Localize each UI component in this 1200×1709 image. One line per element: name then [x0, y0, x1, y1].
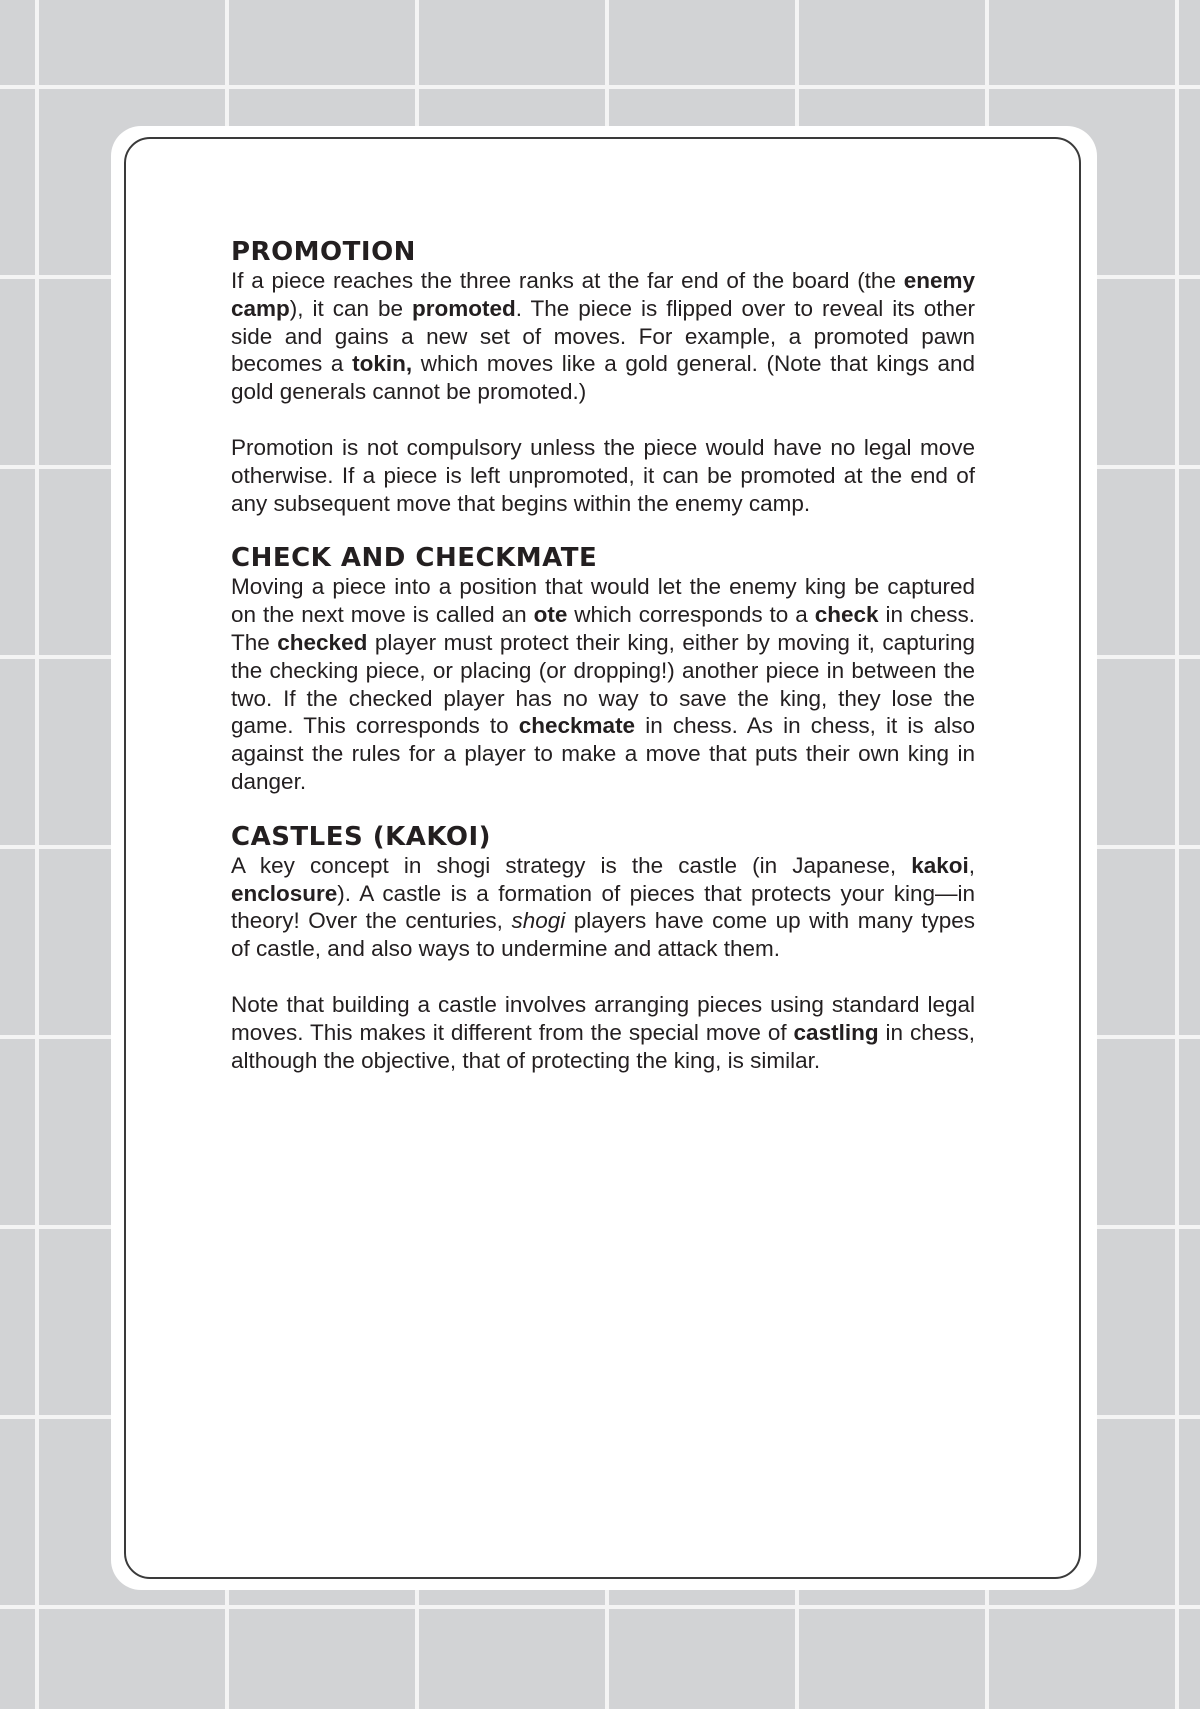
castles-title: CASTLES (KAKOI) — [231, 821, 492, 852]
text-run: Note that building a castle involves arranging pieces using standard legal moves. This makes it different from the special move of — [231, 991, 975, 1045]
text-run: in chess, although the objective, that of protecting the king, is similar. — [231, 1019, 975, 1073]
text-run: , — [968, 852, 975, 878]
check-paragraph-1 — [231, 573, 975, 795]
text-run: which moves like a gold general. (Note that kings and gold generals cannot be promoted.) — [231, 351, 976, 405]
term-enemy-camp: enemy camp — [231, 268, 975, 321]
term-kakoi: kakoi — [911, 852, 969, 878]
text-run: ), it can be — [289, 295, 412, 321]
promotion-title: PROMOTION — [231, 237, 416, 267]
castles-paragraph-1 — [231, 852, 975, 963]
promotion-paragraph-1 — [231, 267, 975, 406]
castles-paragraph-2 — [231, 991, 975, 1074]
text-run: players have come up with many types of castle, and also ways to undermine and attack them. — [231, 908, 976, 962]
text-run: . The piece is flipped over to reveal its other side and gains a new set of moves. For example, a promoted pawn becomes a — [231, 295, 975, 377]
term-castling: castling — [793, 1019, 879, 1045]
text-run: in chess. As in chess, it is also against the rules for a player to make a move that puts their own king in danger. — [231, 713, 975, 794]
promotion-paragraph-2: Promotion is not compulsory unless the piece would have no legal move otherwise. If a piece is left unpromoted, it can be promoted at the end of any subsequent move that begins within the enemy camp. — [231, 434, 975, 516]
term-enclosure: enclosure — [231, 880, 338, 906]
term-tokin: tokin, — [352, 351, 413, 377]
section-castles — [231, 822, 975, 1075]
term-shogi: shogi — [511, 908, 566, 934]
text-run: Moving a piece into a position that would let the enemy king be captured on the next move is called an — [231, 574, 975, 628]
check-title: CHECK AND CHECKMATE — [231, 543, 598, 574]
section-check-and-checkmate — [231, 543, 975, 795]
text-run: which corresponds to a — [567, 602, 815, 628]
term-promoted: promoted — [411, 295, 516, 321]
term-check: check — [814, 602, 879, 628]
text-run: ). A castle is a formation of pieces that protects your king—in theory! Over the centuries, — [231, 880, 975, 934]
text-run: A key concept in shogi strategy is the castle (in Japanese, — [231, 852, 912, 878]
page-content — [231, 237, 975, 1074]
text-run: player must protect their king, either by moving it, capturing the checking piece, or placing (or dropping!) another piece in between the two. If the checked player has no way to save the king, they lose the game. This corresponds to — [231, 629, 975, 739]
section-promotion — [231, 237, 975, 517]
text-run: in chess. The — [231, 602, 975, 655]
text-run: If a piece reaches the three ranks at the far end of the board (the — [231, 268, 904, 293]
term-checked: checked — [277, 629, 368, 655]
term-ote: ote — [533, 602, 568, 628]
term-checkmate: checkmate — [518, 713, 636, 739]
